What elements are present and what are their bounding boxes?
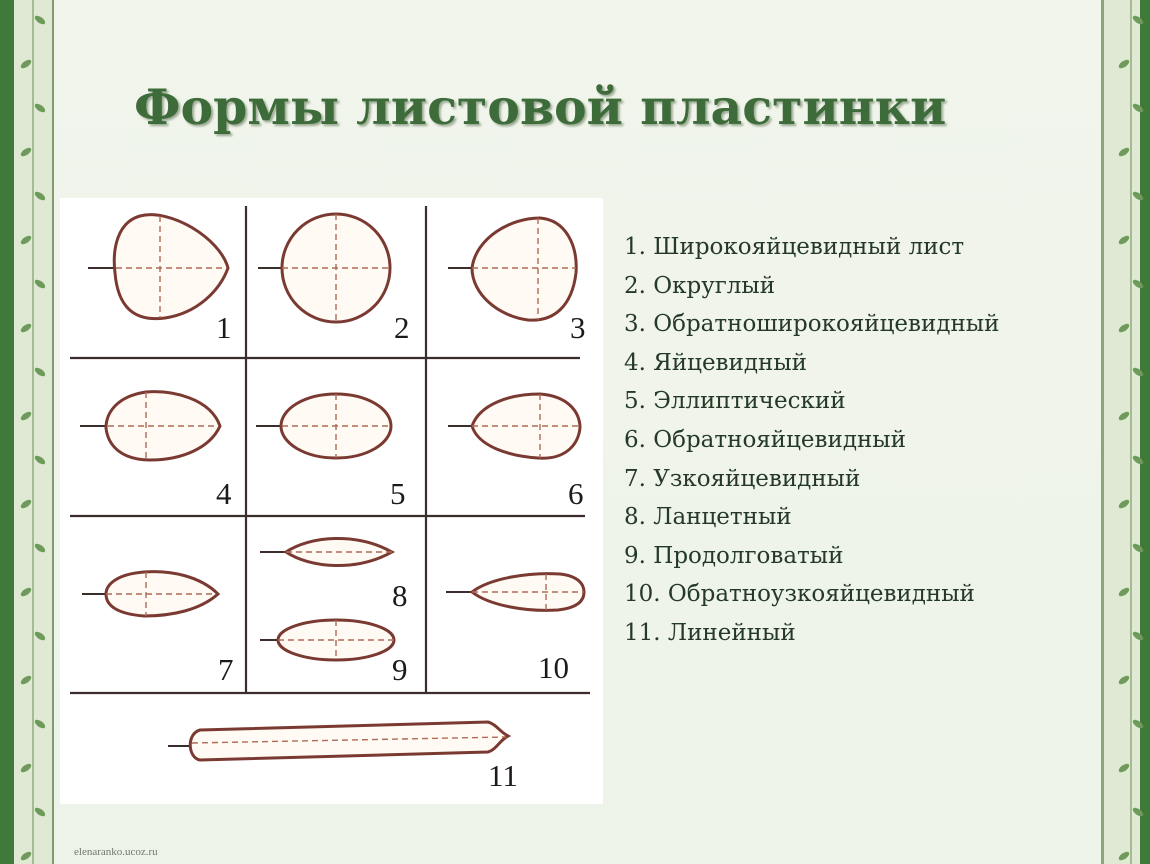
right-decorative-border bbox=[1101, 0, 1150, 864]
shape-number-2: 2 bbox=[394, 310, 410, 345]
shape-number-8: 8 bbox=[392, 578, 408, 613]
leaf-shape-legend bbox=[624, 228, 999, 653]
leaf-shape-7 bbox=[82, 572, 218, 616]
leaf-shape-11 bbox=[168, 722, 508, 760]
shape-number-6: 6 bbox=[568, 476, 584, 511]
leaf-shapes-diagram bbox=[60, 198, 603, 804]
left-border-stripe bbox=[0, 0, 14, 864]
slide-title: Формы листовой пластинки bbox=[134, 78, 947, 136]
legend-item: 2. Округлый bbox=[624, 272, 776, 299]
legend-item: 5. Эллиптический bbox=[624, 388, 846, 415]
left-vine-ornament bbox=[18, 0, 48, 864]
leaf-shape-9 bbox=[260, 620, 394, 660]
legend-item: 9. Продолговатый bbox=[624, 542, 844, 569]
legend-item: 10. Обратноузкояйцевидный bbox=[624, 581, 975, 608]
leaf-shape-2 bbox=[258, 214, 390, 322]
shape-number-7: 7 bbox=[218, 652, 234, 687]
leaf-shapes-figure bbox=[60, 198, 603, 804]
left-decorative-border bbox=[0, 0, 54, 864]
legend-item: 3. Обратноширокояйцевидный bbox=[624, 311, 1000, 338]
legend-item: 8. Ланцетный bbox=[624, 504, 792, 531]
shape-number-5: 5 bbox=[390, 476, 406, 511]
legend-item: 4. Яйцевидный bbox=[624, 349, 807, 376]
shape-number-9: 9 bbox=[392, 652, 408, 687]
shape-number-3: 3 bbox=[570, 310, 586, 345]
leaf-shape-3 bbox=[448, 218, 576, 320]
legend-item: 11. Линейный bbox=[624, 619, 796, 646]
leaf-shape-8 bbox=[260, 538, 392, 565]
leaf-shape-5 bbox=[256, 394, 391, 458]
source-credit: elenaranko.ucoz.ru bbox=[74, 846, 158, 858]
shape-number-10: 10 bbox=[538, 650, 569, 685]
right-vine-ornament bbox=[1116, 0, 1146, 864]
legend-item: 6. Обратнояйцевидный bbox=[624, 426, 906, 453]
leaf-shape-10 bbox=[446, 574, 584, 611]
leaf-shape-6 bbox=[448, 394, 580, 458]
legend-item: 7. Узкояйцевидный bbox=[624, 465, 861, 492]
legend-item: 1. Широкояйцевидный лист bbox=[624, 234, 965, 260]
shape-number-4: 4 bbox=[216, 476, 232, 511]
leaf-shape-1 bbox=[88, 215, 228, 319]
leaf-shape-4 bbox=[80, 392, 220, 460]
shape-number-11: 11 bbox=[488, 758, 518, 793]
shape-number-1: 1 bbox=[216, 310, 232, 345]
